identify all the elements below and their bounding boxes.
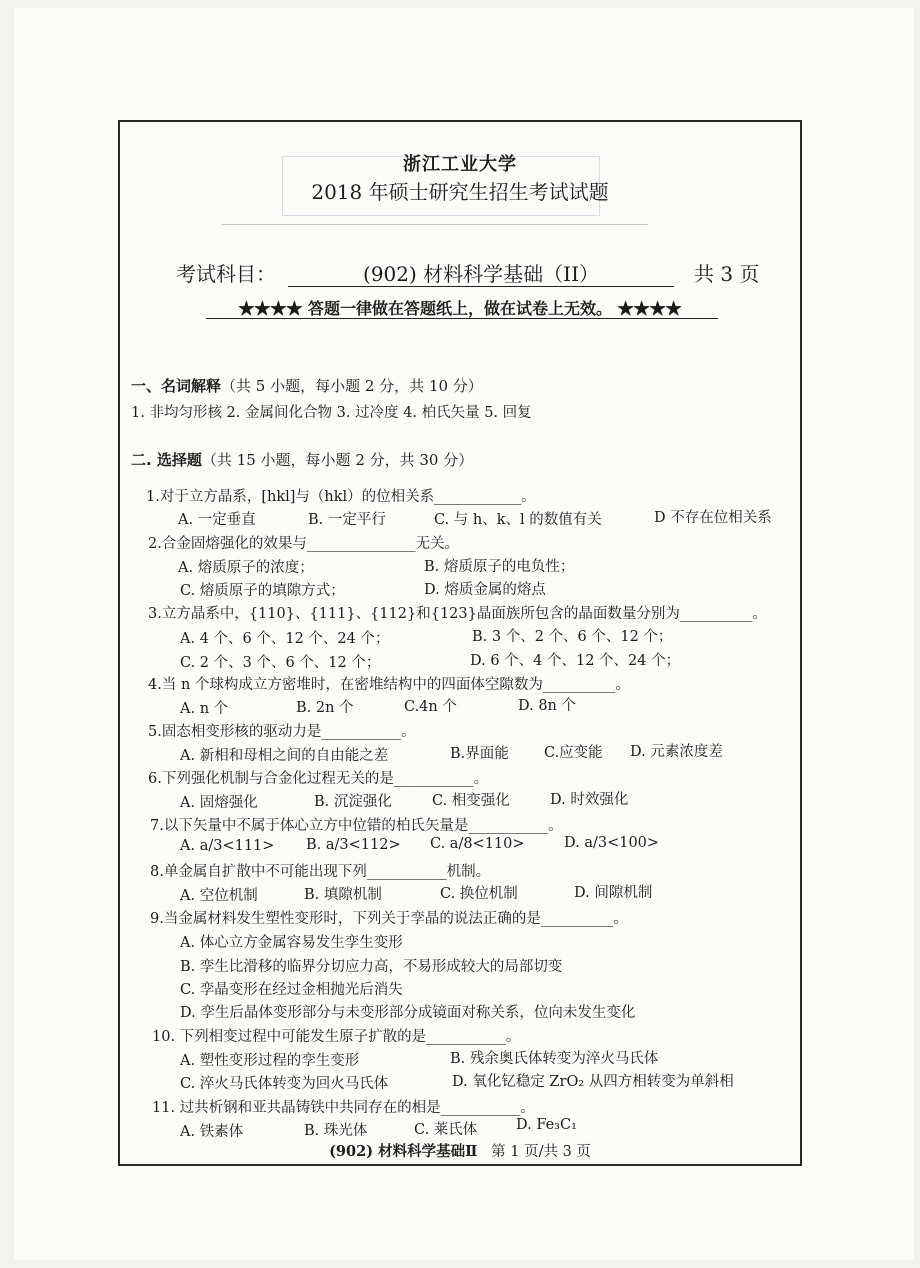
q8-option-a: A. 空位机制 [180, 888, 258, 904]
q10-option-b: B. 残余奥氏体转变为淬火马氏体 [450, 1051, 659, 1067]
subject-underline [288, 286, 674, 287]
section2-meta: （共 15 小题，每小题 2 分，共 30 分） [201, 451, 474, 469]
question-3: 3.立方晶系中，{110}、{111}、{112}和{123}晶面族所包含的晶面数量分别为__________。 [148, 606, 767, 622]
q7-option-d: D. a/3<100> [564, 835, 660, 851]
q4-option-b: B. 2n 个 [296, 700, 354, 716]
q7-option-b: B. a/3<112> [306, 837, 401, 853]
question-8: 8.单金属自扩散中不可能出现下列___________机制。 [150, 864, 491, 880]
q8-option-c: C. 换位机制 [440, 886, 518, 902]
page-footer [0, 1140, 920, 1161]
section2-heading [131, 449, 473, 470]
section1-heading [131, 375, 483, 396]
q8-option-d: D. 间隙机制 [574, 885, 653, 901]
footer-subject: (902) 材料科学基础Ⅱ [329, 1143, 478, 1160]
section1-meta: （共 5 小题，每小题 2 分，共 10 分） [221, 377, 483, 395]
question-7: 7.以下矢量中不属于体心立方中位错的柏氏矢量是___________。 [150, 818, 563, 834]
subject-value: (902) 材料科学基础（II） [363, 262, 599, 286]
section1-title: 一、名词解释 [131, 377, 222, 395]
question-5: 5.固态相变形核的驱动力是___________。 [148, 724, 416, 740]
footer-page-number: 第 1 页/共 3 页 [491, 1144, 591, 1160]
q7-option-a: A. a/3<111> [180, 838, 275, 854]
q10-option-c: C. 淬火马氏体转变为回火马氏体 [180, 1076, 389, 1092]
q5-option-a: A. 新相和母相之间的自由能之差 [180, 748, 389, 764]
q6-option-c: C. 相变强化 [432, 793, 510, 809]
question-9: 9.当金属材料发生塑性变形时，下列关于孪晶的说法正确的是__________。 [150, 911, 628, 927]
q11-option-d: D. Fe₃C₁ [516, 1117, 577, 1133]
question-1: 1.对于立方晶系，[hkl]与（hkl）的位相关系____________。 [146, 489, 536, 505]
subject-label: 考试科目： [176, 262, 276, 286]
q4-option-d: D. 8n 个 [518, 698, 576, 714]
question-4: 4.当 n 个球构成立方密堆时，在密堆结构中的四面体空隙数为__________。 [148, 677, 630, 693]
q6-option-a: A. 固熔强化 [180, 795, 258, 811]
q7-option-c: C. a/8<110> [430, 836, 525, 852]
section2-title: 二. 选择题 [131, 451, 202, 469]
q3-option-c: C. 2 个、3 个、6 个、12 个； [180, 655, 381, 671]
question-10: 10. 下列相变过程中可能发生原子扩散的是___________。 [152, 1029, 521, 1045]
q10-option-a: A. 塑性变形过程的孪生变形 [180, 1053, 360, 1069]
q6-option-d: D. 时效强化 [550, 792, 629, 808]
q5-option-d: D. 元素浓度差 [630, 744, 723, 760]
q10-option-d: D. 氧化钇稳定 ZrO₂ 从四方相转变为单斜相 [452, 1074, 734, 1090]
q5-option-b: B.界面能 [450, 746, 509, 762]
q4-option-a: A. n 个 [180, 701, 229, 717]
section1-items: 1. 非均匀形核 2. 金属间化合物 3. 过冷度 4. 柏氏矢量 5. 回复 [131, 405, 532, 421]
question-6: 6.下列强化机制与合金化过程无关的是___________。 [148, 771, 489, 787]
school-name: 浙江工业大学 [403, 154, 517, 175]
q8-option-b: B. 填隙机制 [304, 887, 382, 903]
q2-option-a: A. 熔质原子的浓度； [178, 560, 314, 576]
q9-option-d: D. 孪生后晶体变形部分与未变形部分成镜面对称关系，位向未发生变化 [180, 1005, 636, 1021]
question-2: 2.合金固熔强化的效果与_______________无关。 [148, 536, 460, 552]
title-divider [222, 224, 648, 226]
q3-option-d: D. 6 个、4 个、12 个、24 个； [470, 653, 681, 669]
q11-option-a: A. 铁素体 [180, 1124, 244, 1140]
answer-notice: ★★★★ 答题一律做在答题纸上，做在试卷上无效。 ★★★★ [238, 299, 682, 318]
total-pages: 共 3 页 [694, 262, 760, 286]
q1-option-b: B. 一定平行 [308, 512, 386, 528]
q1-option-c: C. 与 h、k、l 的数值有关 [434, 512, 602, 528]
q4-option-c: C.4n 个 [404, 699, 457, 715]
q9-option-c: C. 孪晶变形在经过金相抛光后消失 [180, 982, 403, 998]
q5-option-c: C.应变能 [544, 745, 603, 761]
q3-option-a: A. 4 个、6 个、12 个、24 个； [180, 631, 390, 647]
q2-option-c: C. 熔质原子的填隙方式； [180, 583, 345, 599]
q6-option-b: B. 沉淀强化 [314, 794, 392, 810]
q9-option-b: B. 孪生比滑移的临界分切应力高，不易形成较大的局部切变 [180, 959, 563, 975]
q1-option-d: D 不存在位相关系 [654, 510, 772, 526]
question-11: 11. 过共析钢和亚共晶铸铁中共同存在的相是___________。 [152, 1100, 535, 1116]
q2-option-d: D. 熔质金属的熔点 [424, 582, 546, 598]
q1-option-a: A. 一定垂直 [178, 512, 256, 528]
notice-underline [206, 318, 718, 319]
exam-title: 2018 年硕士研究生招生考试试题 [311, 180, 609, 204]
q2-option-b: B. 熔质原子的电负性； [424, 559, 575, 575]
q11-option-c: C. 莱氏体 [414, 1122, 478, 1138]
q3-option-b: B. 3 个、2 个、6 个、12 个； [472, 629, 673, 645]
q9-option-a: A. 体心立方金属容易发生孪生变形 [180, 935, 403, 951]
q11-option-b: B. 珠光体 [304, 1123, 368, 1139]
